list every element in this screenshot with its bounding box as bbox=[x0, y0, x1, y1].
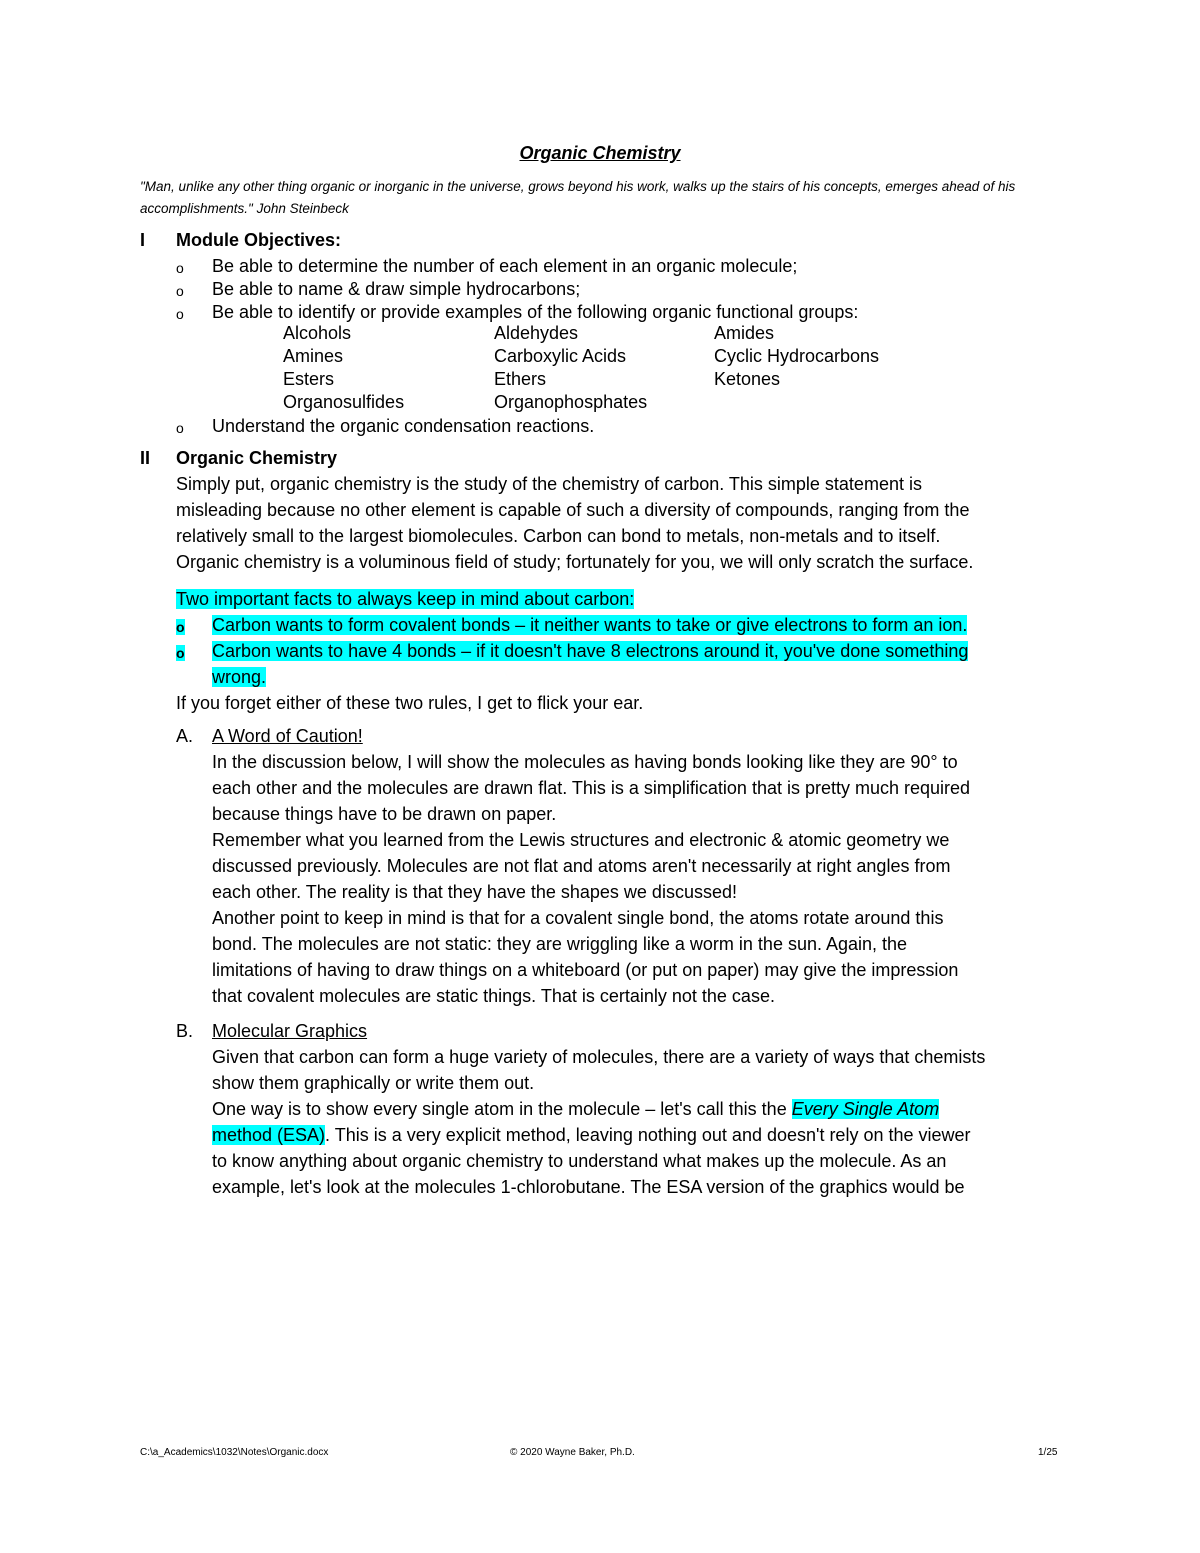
body-line: limitations of having to draw things on a whiteboard (or put on paper) may give the impression bbox=[212, 960, 959, 980]
section-number: II bbox=[140, 448, 151, 468]
section-title: Module Objectives: bbox=[176, 230, 342, 250]
esa-line: One way is to show every single atom in the molecule – let's call this the Every Single Atom bbox=[212, 1099, 940, 1119]
subsection-title: A Word of Caution! bbox=[212, 726, 363, 746]
body-paragraph-line: Simply put, organic chemistry is the study of the chemistry of carbon. This simple statement is bbox=[176, 474, 922, 494]
functional-group: Amides bbox=[714, 323, 775, 343]
body-paragraph-line: relatively small to the largest biomolecules. Carbon can bond to metals, non-metals and to itself. bbox=[176, 526, 941, 546]
bullet-marker: o bbox=[176, 283, 184, 299]
functional-group: Esters bbox=[283, 369, 335, 389]
page-title: Organic Chemistry bbox=[519, 143, 681, 163]
functional-group: Ethers bbox=[494, 369, 547, 389]
objective-item: Be able to name & draw simple hydrocarbons; bbox=[212, 279, 581, 299]
subsection-title: Molecular Graphics bbox=[212, 1021, 368, 1041]
esa-highlight: method (ESA) bbox=[212, 1125, 326, 1145]
fact-item: Carbon wants to form covalent bonds – it neither wants to take or give electrons to form an ion. bbox=[212, 615, 968, 635]
facts-intro bbox=[176, 587, 634, 611]
functional-group: Alcohols bbox=[283, 323, 352, 343]
body-line: that covalent molecules are static things. That is certainly not the case. bbox=[212, 986, 775, 1006]
body-line: discussed previously. Molecules are not flat and atoms aren't necessarily at right angles from bbox=[212, 856, 951, 876]
bullet-marker: o bbox=[176, 619, 185, 635]
body-line: Remember what you learned from the Lewis structures and electronic & atomic geometry we bbox=[212, 830, 950, 850]
functional-group: Carboxylic Acids bbox=[494, 346, 627, 366]
body-line: to know anything about organic chemistry to understand what makes up the molecule. As an bbox=[212, 1151, 947, 1171]
functional-group: Aldehydes bbox=[494, 323, 579, 343]
body-line: bond. The molecules are not static: they are wriggling like a worm in the sun. Again, the bbox=[212, 934, 908, 954]
esa-highlight: Every Single Atom bbox=[791, 1099, 940, 1119]
bullet-marker: o bbox=[176, 645, 185, 661]
functional-group: Ketones bbox=[714, 369, 781, 389]
footer-copyright: © 2020 Wayne Baker, Ph.D. bbox=[510, 1447, 635, 1458]
body-line: example, let's look at the molecules 1-chlorobutane. The ESA version of the graphics would be bbox=[212, 1177, 965, 1197]
functional-group: Organophosphates bbox=[494, 392, 648, 412]
bullet-marker: o bbox=[176, 306, 184, 322]
bullet-marker: o bbox=[176, 420, 184, 436]
body-line: each other and the molecules are drawn flat. This is a simplification that is pretty much required bbox=[212, 778, 971, 798]
body-line: Another point to keep in mind is that for a covalent single bond, the atoms rotate around this bbox=[212, 908, 944, 928]
objective-item: Be able to determine the number of each element in an organic molecule; bbox=[212, 256, 798, 276]
body-line: In the discussion below, I will show the molecules as having bonds looking like they are 90° to bbox=[212, 752, 958, 772]
functional-group: Organosulfides bbox=[283, 392, 405, 412]
section-title: Organic Chemistry bbox=[176, 448, 338, 468]
esa-line: method (ESA). This is a very explicit method, leaving nothing out and doesn't rely on the viewer bbox=[212, 1125, 971, 1145]
subsection-letter: A. bbox=[176, 726, 194, 746]
functional-group: Cyclic Hydrocarbons bbox=[714, 346, 880, 366]
epigraph-quote: "Man, unlike any other thing organic or inorganic in the universe, grows beyond his work, walks up the stairs of his concepts, emerges ahead of his accomplishments." John Steinbeck bbox=[140, 179, 1016, 216]
objective-item: Be able to identify or provide examples of the following organic functional groups: bbox=[212, 302, 859, 322]
fact-item: Carbon wants to have 4 bonds – if it doesn't have 8 electrons around it, you've done something bbox=[212, 641, 969, 661]
objective-item: Understand the organic condensation reactions. bbox=[212, 416, 595, 436]
section-number: I bbox=[140, 230, 146, 250]
body-line: Given that carbon can form a huge variety of molecules, there are a variety of ways that chemists bbox=[212, 1047, 986, 1067]
functional-group: Amines bbox=[283, 346, 344, 366]
body-line: If you forget either of these two rules, I get to flick your ear. bbox=[176, 693, 644, 713]
subsection-letter: B. bbox=[176, 1021, 194, 1041]
body-line: show them graphically or write them out. bbox=[212, 1073, 535, 1093]
body-line: because things have to be drawn on paper. bbox=[212, 804, 557, 824]
body-paragraph-line: Organic chemistry is a voluminous field of study; fortunately for you, we will only scratch the surface. bbox=[176, 552, 974, 572]
body-line: each other. The reality is that they have the shapes we discussed! bbox=[212, 882, 737, 902]
fact-item-continued: wrong. bbox=[212, 667, 267, 687]
footer-page-number: 1/25 bbox=[1038, 1447, 1058, 1458]
footer-file-path: C:\a_Academics\1032\Notes\Organic.docx bbox=[140, 1447, 329, 1458]
highlight: Two important facts to always keep in mind about carbon: bbox=[176, 589, 635, 609]
bullet-marker: o bbox=[176, 260, 184, 276]
body-paragraph-line: misleading because no other element is capable of such a diversity of compounds, ranging from the bbox=[176, 500, 970, 520]
